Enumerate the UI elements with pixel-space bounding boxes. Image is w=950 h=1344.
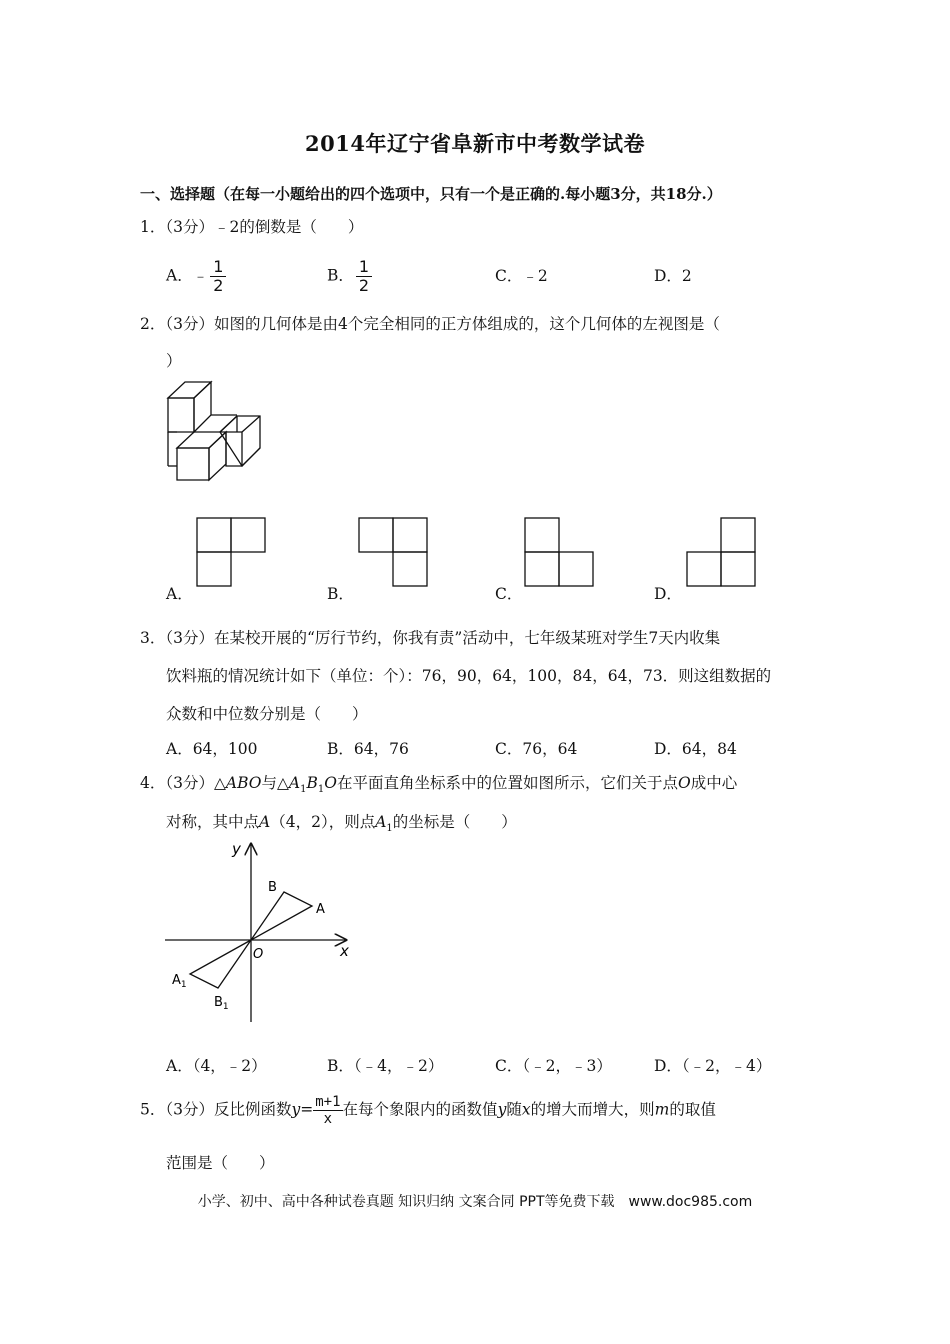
q4-option-c: C．（﹣2，﹣3） — [495, 1057, 612, 1075]
point-a-label: A — [316, 902, 325, 917]
question-3-line-3: 众数和中位数分别是（ ） — [166, 705, 368, 723]
subscript: 1 — [300, 784, 307, 796]
origin-label: O — [253, 947, 264, 962]
fraction-denominator: x — [323, 1111, 333, 1127]
fraction-denominator: 2 — [358, 276, 370, 295]
var-x: x — [521, 1100, 531, 1119]
equals-sign: = — [300, 1100, 314, 1119]
q1-option-b-fraction — [356, 258, 372, 295]
triangle-abo: ABO — [225, 774, 262, 792]
text-span: 在每个象限内的函数值 — [342, 1100, 498, 1119]
cube-solid-figure — [160, 380, 270, 490]
q3-option-c: C．76，64 — [495, 740, 578, 758]
q1-option-b — [327, 258, 372, 295]
question-4-line-2 — [166, 812, 517, 839]
subscript: 1 — [386, 823, 393, 835]
point-b1: B — [306, 774, 318, 792]
point-a1-subscript: 1 — [180, 980, 187, 990]
question-4-line-1 — [140, 773, 737, 800]
point-b-label: B — [268, 880, 277, 895]
q1-option-a-fraction — [210, 258, 226, 295]
q1-option-b-label: B． — [327, 266, 354, 285]
text-span: 随 — [506, 1100, 522, 1119]
question-3-line-2: 饮料瓶的情况统计如下（单位：个）：76，90，64，100，84，64，73．则这组数据的 — [166, 667, 772, 685]
var-m: m — [654, 1100, 670, 1119]
question-5-line-2: 范围是（ ） — [166, 1154, 275, 1172]
point-a1: A — [288, 774, 301, 792]
q4-option-a: A．（4，﹣2） — [166, 1057, 267, 1075]
text-span: 成中心 — [690, 774, 738, 792]
q2-option-d: D． — [654, 585, 682, 603]
coordinate-figure — [160, 838, 360, 1028]
q3-option-b: B．64，76 — [327, 740, 409, 758]
fraction-denominator: 2 — [213, 276, 224, 295]
page-footer: 小学、初中、高中各种试卷真题 知识归纳 文案合同 PPT等免费下载 www.doc985.com — [197, 1194, 753, 1210]
q3-option-d: D．64，84 — [654, 740, 737, 758]
point-b1-subscript: 1 — [222, 1002, 229, 1012]
q2-option-c: C． — [495, 585, 523, 603]
var-y: y — [497, 1100, 507, 1119]
question-2-line-2: ） — [166, 352, 182, 370]
text-span: 的取值 — [669, 1100, 716, 1119]
point-a1-letter: A — [172, 973, 181, 988]
fraction-numerator: 1 — [210, 258, 226, 277]
question-5-line-1 — [140, 1094, 716, 1127]
text-span: 的坐标是（ ） — [392, 813, 517, 831]
q1-option-d: D．2 — [654, 267, 692, 285]
text-span: 的增大而增大，则 — [530, 1100, 655, 1119]
q1-option-c: C．﹣2 — [495, 267, 548, 285]
x-axis-label: x — [340, 942, 349, 960]
subscript: 1 — [317, 784, 325, 796]
question-1: 1．（3分）﹣2的倒数是（ ） — [140, 218, 364, 236]
point-a1: A — [375, 813, 387, 831]
fraction-m-plus-1-over-x — [313, 1094, 342, 1127]
text-span: 5．（3分）反比例函数 — [140, 1100, 292, 1119]
question-2-line-1: 2．（3分）如图的几何体是由4个完全相同的正方体组成的，这个几何体的左视图是（ — [140, 315, 720, 333]
point-b1-label — [214, 995, 229, 1012]
page-title: 2014年辽宁省阜新市中考数学试卷 — [305, 131, 645, 156]
fraction-numerator: m+1 — [315, 1094, 341, 1110]
fraction-numerator: 1 — [356, 258, 372, 277]
text-span: 对称，其中点 — [166, 813, 260, 831]
var-y: y — [291, 1100, 301, 1119]
text-span: 4．（3分）△ — [140, 774, 226, 792]
point-o: O — [678, 774, 691, 792]
q2-option-a: A． — [166, 585, 193, 603]
point-a1-label — [172, 973, 187, 990]
point-a: A — [259, 813, 271, 831]
q2-option-c-view — [524, 517, 594, 587]
q2-option-b: B． — [327, 585, 354, 603]
q4-option-d: D．（﹣2，﹣4） — [654, 1057, 772, 1075]
text-span: 与△ — [261, 774, 289, 792]
q3-option-a: A．64，100 — [166, 740, 258, 758]
q2-option-a-view — [196, 517, 266, 587]
section-heading: 一、选择题（在每一小题给出的四个选项中，只有一个是正确的.每小题3分，共18分.） — [140, 185, 722, 203]
q1-option-a-sign: ﹣ — [192, 266, 209, 285]
point-b1-letter: B — [214, 995, 223, 1010]
q4-option-b: B．（﹣4，﹣2） — [327, 1057, 444, 1075]
q2-option-d-view — [686, 517, 756, 587]
y-axis-label: y — [232, 840, 241, 858]
point-o: O — [324, 774, 337, 792]
text-span: （4，2），则点 — [270, 813, 376, 831]
text-span: 在平面直角坐标系中的位置如图所示，它们关于点 — [336, 774, 678, 792]
q1-option-a-label: A． — [166, 266, 193, 285]
q2-option-b-view — [358, 517, 428, 587]
q1-option-a — [166, 258, 226, 295]
question-3-line-1: 3．（3分）在某校开展的“厉行节约，你我有责”活动中，七年级某班对学生7天内收集 — [140, 629, 721, 647]
